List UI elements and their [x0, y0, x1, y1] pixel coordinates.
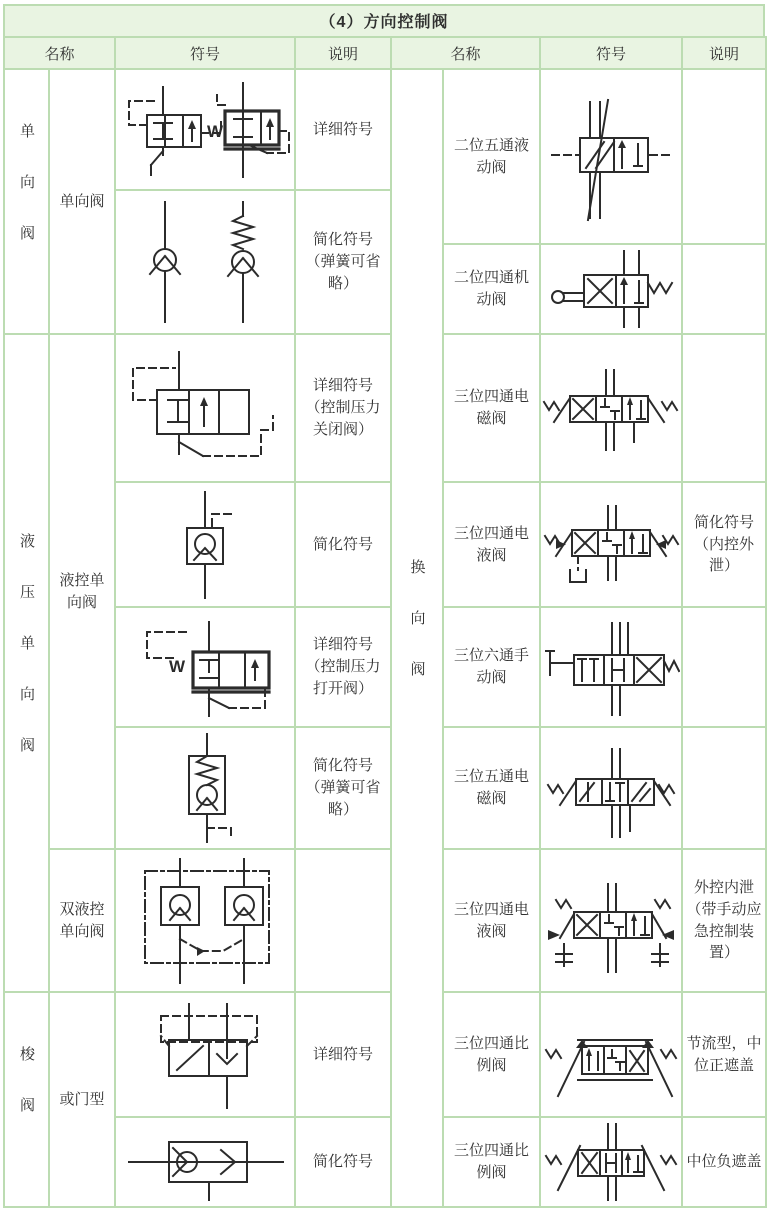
3pos-4way-electrohydraulic-valve-manual-override-symbol	[542, 854, 680, 988]
symbol-cell	[540, 607, 682, 727]
3pos-5way-solenoid-valve-symbol	[542, 731, 680, 845]
symbol-cell	[115, 69, 295, 190]
symbol-cell	[115, 334, 295, 482]
left-table	[3, 36, 392, 1208]
desc-cell: 简化符号（内控外泄）	[682, 482, 766, 607]
desc-cell: 详细符号（控制压力打开阀）	[295, 607, 391, 727]
table-row	[391, 727, 766, 849]
pilot-check-close-simplified-symbol	[117, 486, 293, 604]
symbol-cell	[540, 1117, 682, 1207]
name-cell: 二位四通机动阀	[443, 244, 540, 334]
spring-w-glyph: W	[207, 121, 224, 141]
page-title: （4）方向控制阀	[3, 4, 765, 38]
symbol-cell	[540, 69, 682, 244]
table-row	[391, 69, 766, 244]
symbol-cell	[540, 482, 682, 607]
group-cell-hydraulic-check-valve: 液压单向阀	[4, 334, 49, 992]
left-header-symbol: 符号	[115, 37, 295, 69]
table-row	[391, 849, 766, 992]
table-body	[3, 36, 765, 1208]
desc-cell	[682, 244, 766, 334]
desc-cell: 详细符号（控制压力关闭阀）	[295, 334, 391, 482]
name-cell: 三位四通比例阀	[443, 992, 540, 1117]
shuttle-valve-simplified-symbol	[117, 1120, 293, 1204]
symbol-cell	[115, 849, 295, 992]
name-cell: 三位四通电液阀	[443, 849, 540, 992]
right-header-symbol: 符号	[540, 37, 682, 69]
right-header-row	[391, 37, 766, 69]
check-valve-detailed-symbol	[117, 75, 293, 185]
double-pilot-check-valve-symbol	[117, 853, 293, 989]
table-row	[391, 482, 766, 607]
desc-cell: 节流型，中位正遮盖	[682, 992, 766, 1117]
symbol-cell	[115, 1117, 295, 1207]
group-cell-shuttle-valve: 梭阀	[4, 992, 49, 1207]
desc-cell	[682, 607, 766, 727]
name-cell-double-pilot-check-valve: 双液控单向阀	[49, 849, 115, 992]
symbol-cell	[540, 992, 682, 1117]
desc-cell: 简化符号（弹簧可省略）	[295, 190, 391, 334]
desc-cell	[682, 69, 766, 244]
spring-w-glyph: W	[169, 657, 186, 676]
table-row	[4, 849, 391, 992]
2pos-4way-mechanical-valve-symbol	[542, 247, 680, 331]
2pos-5way-hydraulic-valve-symbol	[542, 74, 680, 240]
3pos-4way-proportional-valve-throttle-symbol	[542, 996, 680, 1114]
symbol-cell	[115, 607, 295, 727]
desc-cell: 简化符号	[295, 482, 391, 607]
table-row	[391, 334, 766, 482]
right-header-name: 名称	[391, 37, 540, 69]
name-cell-or-gate-type: 或门型	[49, 992, 115, 1207]
pilot-check-open-detailed-symbol	[117, 610, 293, 724]
symbol-cell	[540, 244, 682, 334]
table-row	[4, 69, 391, 190]
name-cell: 三位四通电液阀	[443, 482, 540, 607]
desc-cell	[682, 334, 766, 482]
table-row	[391, 244, 766, 334]
name-cell: 三位四通电磁阀	[443, 334, 540, 482]
desc-cell: 中位负遮盖	[682, 1117, 766, 1207]
group-cell-directional-valve: 换向阀	[391, 69, 443, 1207]
name-cell: 三位六通手动阀	[443, 607, 540, 727]
desc-cell: 简化符号	[295, 1117, 391, 1207]
desc-cell: 外控内泄（带手动应急控制装置）	[682, 849, 766, 992]
table-row	[391, 1117, 766, 1207]
symbol-cell	[115, 190, 295, 334]
3pos-4way-solenoid-valve-symbol	[542, 338, 680, 478]
desc-cell	[295, 849, 391, 992]
table-row	[4, 992, 391, 1117]
symbol-cell	[115, 992, 295, 1117]
symbol-cell	[540, 727, 682, 849]
pilot-check-close-detailed-symbol	[117, 338, 293, 478]
desc-cell: 简化符号（弹簧可省略）	[295, 727, 391, 849]
symbol-cell	[540, 849, 682, 992]
desc-cell: 详细符号	[295, 69, 391, 190]
right-header-desc: 说明	[682, 37, 766, 69]
3pos-4way-electrohydraulic-valve-symbol	[542, 486, 680, 604]
name-cell-pilot-check-valve: 液控单向阀	[49, 334, 115, 849]
table-row	[391, 992, 766, 1117]
group-cell-check-valve: 单向阀	[4, 69, 49, 334]
desc-cell	[682, 727, 766, 849]
symbol-cell	[115, 727, 295, 849]
table-row	[391, 607, 766, 727]
left-header-row	[4, 37, 391, 69]
left-header-name: 名称	[4, 37, 115, 69]
check-valve-simplified-symbol	[117, 196, 293, 328]
pilot-check-open-simplified-symbol	[117, 730, 293, 846]
desc-cell: 详细符号	[295, 992, 391, 1117]
3pos-4way-proportional-valve-symbol	[542, 1120, 680, 1204]
symbol-cell	[115, 482, 295, 607]
symbol-cell	[540, 334, 682, 482]
left-header-desc: 说明	[295, 37, 391, 69]
shuttle-valve-detailed-symbol	[117, 996, 293, 1114]
name-cell: 三位五通电磁阀	[443, 727, 540, 849]
name-cell: 三位四通比例阀	[443, 1117, 540, 1207]
name-cell-check-valve: 单向阀	[49, 69, 115, 334]
3pos-6way-manual-valve-symbol	[542, 611, 680, 723]
right-table	[390, 36, 767, 1208]
table-row	[4, 334, 391, 482]
name-cell: 二位五通液动阀	[443, 69, 540, 244]
